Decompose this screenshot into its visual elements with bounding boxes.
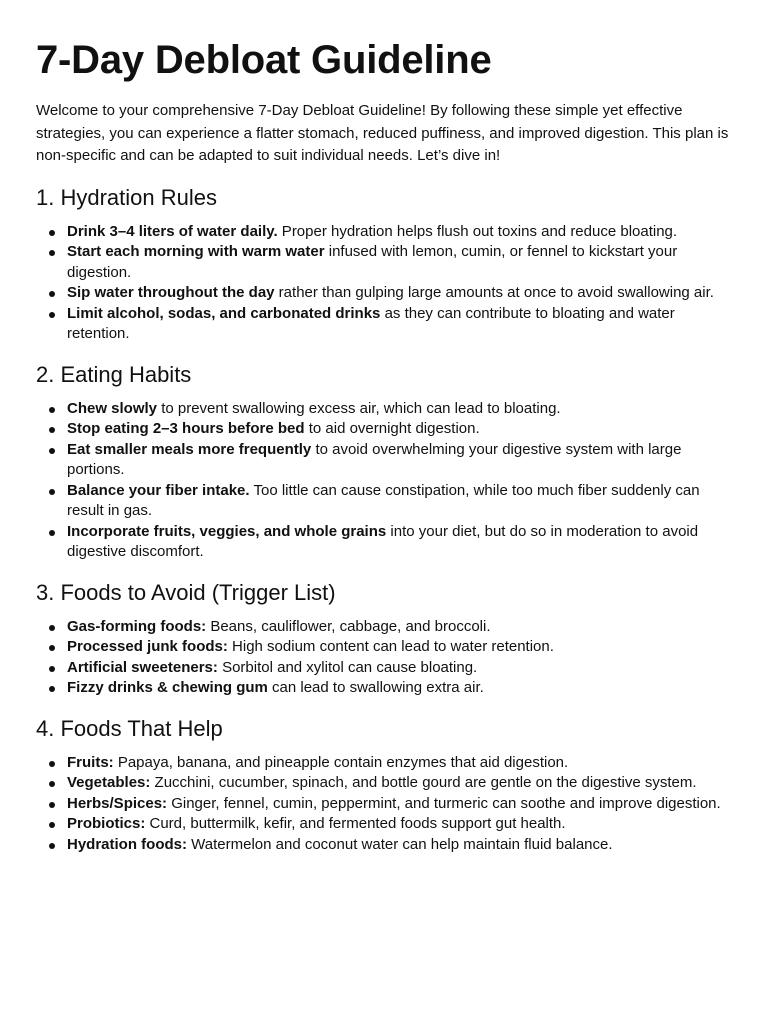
item-text: Proper hydration helps flush out toxins and reduce bloating.: [277, 222, 678, 240]
bullet-icon: [49, 822, 55, 828]
section-heading: 3. Foods to Avoid (Trigger List): [36, 579, 336, 605]
item-text: rather than gulping large amounts at once to avoid swallowing air.: [274, 284, 714, 301]
bullet-icon: [49, 843, 55, 849]
item-bold-lead: Stop eating 2–3 hours before bed: [67, 420, 305, 437]
section-hydration: [36, 182, 736, 345]
item-bold-lead: Vegetables:: [67, 774, 151, 791]
section-eating-habits: [36, 359, 736, 563]
bullet-icon: [49, 407, 55, 413]
item-text: Ginger, fennel, cumin, peppermint, and turmeric can soothe and improve digestion.: [167, 794, 721, 812]
bullet-icon: [49, 686, 55, 692]
item-text: Curd, buttermilk, kefir, and fermented foods support gut health.: [145, 815, 566, 832]
item-bold-lead: Hydration foods:: [67, 835, 187, 853]
item-bold-lead: Processed junk foods:: [67, 638, 228, 655]
list-item: [36, 283, 736, 304]
bullet-icon: [49, 645, 55, 651]
list-item: [36, 835, 736, 856]
item-text: as they can contribute to bloating and water retention.: [67, 304, 675, 342]
bullet-icon: [49, 666, 55, 672]
bullet-icon: [49, 625, 55, 631]
list-item: [36, 773, 736, 794]
section-heading: 1. Hydration Rules: [36, 184, 217, 210]
item-bold-lead: Sip water throughout the day: [67, 284, 275, 301]
page-title: 7-Day Debloat Guideline: [36, 38, 492, 82]
list-item: [36, 617, 736, 638]
list-item: [36, 794, 736, 815]
item-bold-lead: Herbs/Spices:: [67, 794, 168, 812]
item-text: infused with lemon, cumin, or fennel to kickstart your digestion.: [67, 243, 678, 281]
item-text: Sorbitol and xylitol can cause bloating.: [217, 658, 478, 676]
bullet-icon: [49, 312, 55, 318]
bullet-list: [36, 222, 736, 345]
bullet-icon: [49, 291, 55, 297]
list-item: [36, 658, 736, 679]
bullet-icon: [49, 802, 55, 808]
list-item: [36, 753, 736, 774]
item-text: to avoid overwhelming your digestive system with large portions.: [67, 440, 682, 478]
item-text: Too little can cause constipation, while too much fiber suddenly can result in gas.: [67, 481, 700, 519]
bullet-icon: [49, 781, 55, 787]
section-foods-to-avoid: [36, 577, 736, 699]
list-item: [36, 637, 736, 658]
item-text: High sodium content can lead to water retention.: [227, 638, 554, 655]
item-bold-lead: Drink 3–4 liters of water daily.: [67, 222, 278, 240]
list-item: [36, 522, 736, 563]
list-item: [36, 481, 736, 522]
item-text: Papaya, banana, and pineapple contain enzymes that aid digestion.: [113, 753, 569, 771]
bullet-icon: [49, 489, 55, 495]
list-item: [36, 304, 736, 345]
item-bold-lead: Chew slowly: [67, 399, 158, 417]
item-bold-lead: Probiotics:: [67, 815, 146, 832]
item-text: into your diet, but do so in moderation to avoid digestive discomfort.: [67, 522, 699, 560]
bullet-list: [36, 753, 736, 856]
list-item: [36, 242, 736, 283]
section-heading: 2. Eating Habits: [36, 361, 192, 387]
item-bold-lead: Limit alcohol, sodas, and carbonated drinks: [67, 304, 381, 322]
list-item: [36, 678, 736, 699]
item-bold-lead: Artificial sweeteners:: [67, 658, 218, 676]
item-bold-lead: Fruits:: [67, 753, 114, 771]
item-text: to prevent swallowing excess air, which can lead to bloating.: [157, 399, 561, 417]
item-text: can lead to swallowing extra air.: [267, 679, 484, 696]
item-bold-lead: Start each morning with warm water: [67, 243, 325, 260]
section-foods-that-help: [36, 713, 736, 856]
item-bold-lead: Gas-forming foods:: [67, 617, 207, 635]
intro-paragraph: Welcome to your comprehensive 7-Day Debloat Guideline! By following these simple yet effective strategies, you can experience a flatter stomach, reduced puffiness, and improved digestion. This plan is non-specific and can be adapted to suit individual needs. Let’s dive in!: [36, 102, 729, 164]
bullet-list: [36, 399, 736, 563]
item-bold-lead: Incorporate fruits, veggies, and whole grains: [67, 522, 387, 540]
list-item: [36, 222, 736, 243]
item-text: to aid overnight digestion.: [304, 420, 480, 437]
list-item: [36, 419, 736, 440]
list-item: [36, 440, 736, 481]
item-bold-lead: Balance your fiber intake.: [67, 481, 250, 499]
bullet-icon: [49, 761, 55, 767]
list-item: [36, 399, 736, 420]
item-bold-lead: Fizzy drinks & chewing gum: [67, 679, 268, 696]
bullet-list: [36, 617, 736, 699]
section-heading: 4. Foods That Help: [36, 715, 223, 741]
item-text: Watermelon and coconut water can help maintain fluid balance.: [187, 835, 613, 853]
item-text: Zucchini, cucumber, spinach, and bottle gourd are gentle on the digestive system.: [150, 774, 697, 791]
bullet-icon: [49, 250, 55, 256]
bullet-icon: [49, 448, 55, 454]
item-text: Beans, cauliflower, cabbage, and broccoli.: [206, 617, 491, 635]
bullet-icon: [49, 530, 55, 536]
list-item: [36, 814, 736, 835]
bullet-icon: [49, 230, 55, 236]
item-bold-lead: Eat smaller meals more frequently: [67, 440, 312, 458]
bullet-icon: [49, 427, 55, 433]
